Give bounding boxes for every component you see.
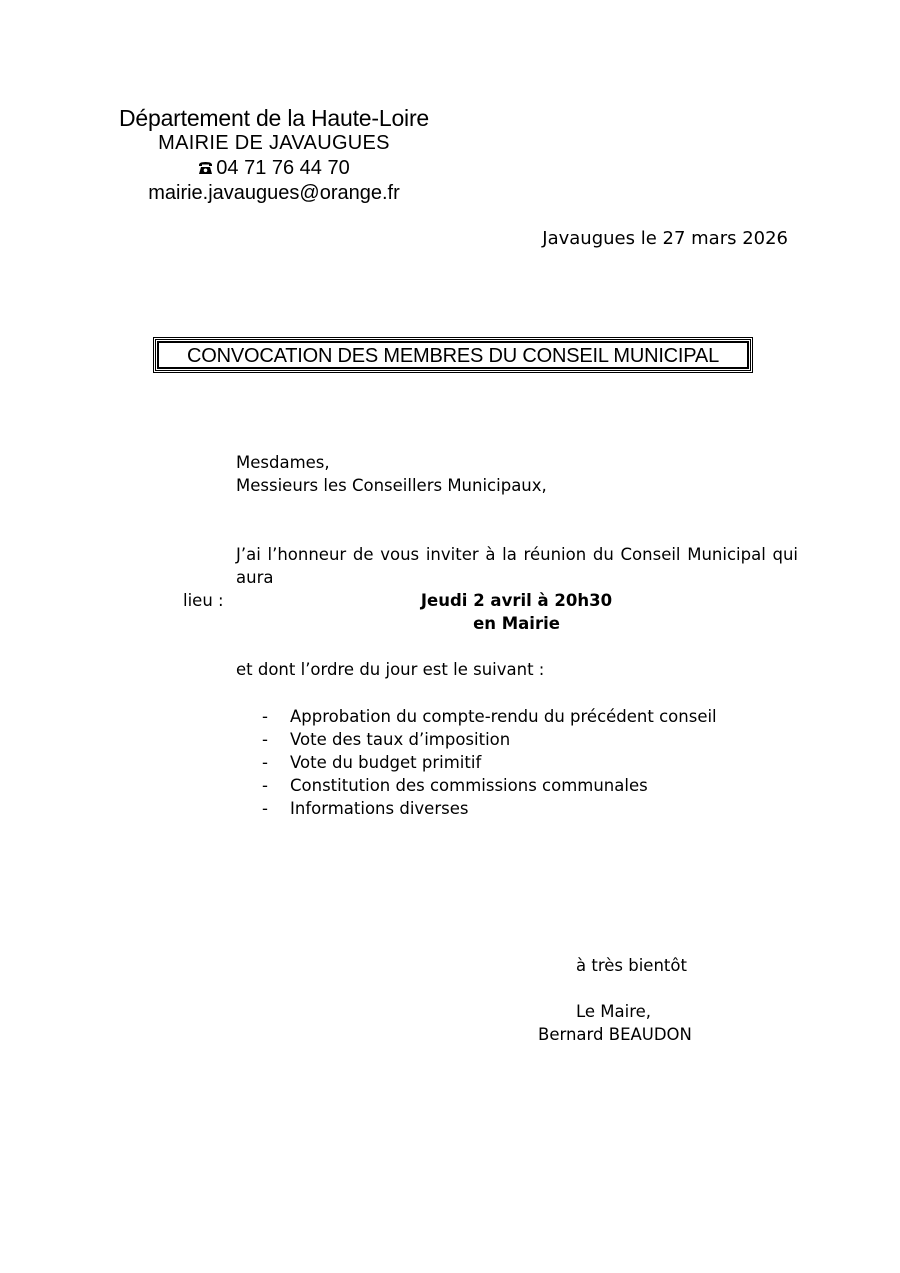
meeting-location: en Mairie [473, 614, 560, 633]
date-line: Javaugues le 27 mars 2026 [542, 228, 788, 249]
meeting-date-time: Jeudi 2 avril à 20h30 [420, 591, 613, 610]
bullet-dash: - [262, 753, 268, 772]
document-title: CONVOCATION DES MEMBRES DU CONSEIL MUNICIPAL [186, 345, 719, 367]
email-address: mairie.javaugues@orange.fr [148, 182, 400, 204]
department-name: Département de la Haute-Loire [119, 105, 429, 131]
signatory-name: Bernard BEAUDON [538, 1025, 692, 1044]
signatory-title: Le Maire, [576, 1002, 652, 1021]
agenda-item: - Informations diverses [262, 799, 469, 818]
invitation-line-2: lieu : [183, 591, 224, 610]
bullet-dash: - [262, 799, 268, 818]
phone-line [115, 156, 433, 181]
bullet-dash: - [262, 776, 268, 795]
invitation-line-1: J’ai l’honneur de vous inviter à la réunion du Conseil Municipal qui aura [236, 545, 798, 587]
agenda-intro: et dont l’ordre du jour est le suivant : [236, 660, 545, 679]
letterhead [115, 106, 433, 206]
bullet-dash: - [262, 730, 268, 749]
agenda-item: - Vote du budget primitif [262, 753, 482, 772]
agenda-item: - Vote des taux d’imposition [262, 730, 511, 749]
closing-phrase: à très bientôt [576, 956, 687, 975]
bullet-dash: - [262, 707, 268, 726]
salutation [236, 451, 547, 497]
meeting-details [400, 589, 633, 635]
salutation-line-2: Messieurs les Conseillers Municipaux, [236, 476, 547, 495]
phone-number: 04 71 76 44 70 [216, 157, 350, 179]
agenda-list [262, 705, 717, 820]
agenda-item: - Constitution des commissions communales [262, 776, 648, 795]
title-box [153, 337, 753, 373]
salutation-line-1: Mesdames, [236, 453, 330, 472]
mairie-name: MAIRIE DE JAVAUGUES [158, 132, 390, 154]
telephone-icon [198, 161, 213, 175]
agenda-item: - Approbation du compte-rendu du précédent conseil [262, 707, 717, 726]
